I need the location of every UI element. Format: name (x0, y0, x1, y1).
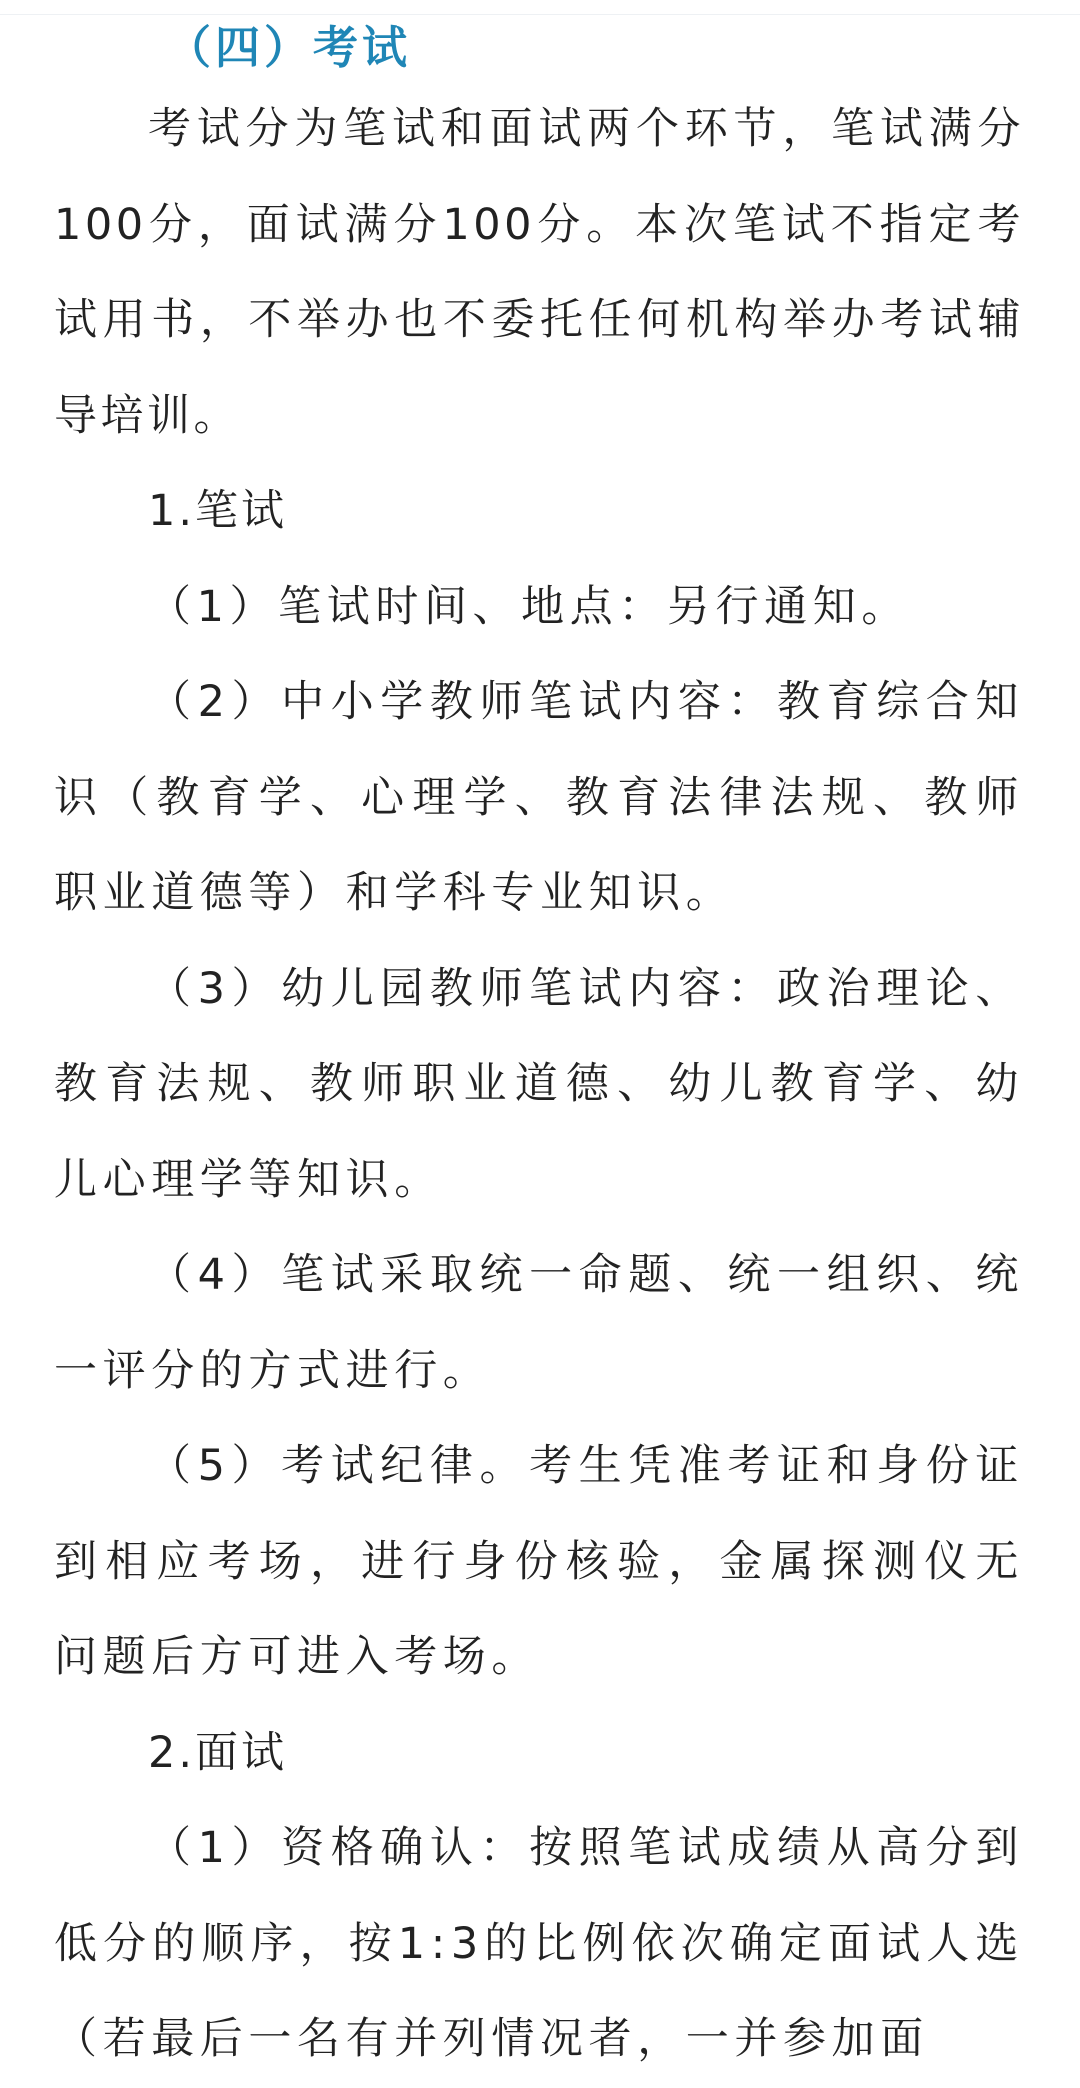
written-item-4: （4）笔试采取统一命题、统一组织、统一评分的方式进行。 (54, 1250, 1024, 1396)
written-item-2: （2）中小学教师笔试内容：教育综合知识（教育学、心理学、教育法律法规、教师职业道德等）和学科专业知识。 (54, 677, 1024, 918)
interview-item-1: （1）资格确认：按照笔试成绩从高分到低分的顺序，按1:3的比例依次确定面试人选（若最后一名有并列情况者，一并参加面 (54, 1823, 1024, 2064)
article-body (54, 14, 1024, 2088)
interview-heading: 2.面试 (148, 1727, 288, 1778)
written-item-1: （1）笔试时间、地点：另行通知。 (148, 581, 910, 632)
written-item-5: （5）考试纪律。考生凭准考证和身份证到相应考场，进行身份核验，金属探测仪无问题后方可进入考场。 (54, 1441, 1024, 1682)
intro-paragraph: 考试分为笔试和面试两个环节，笔试满分100分，面试满分100分。本次笔试不指定考试用书，不举办也不委托任何机构举办考试辅导培训。 (54, 104, 1024, 441)
written-item-3: （3）幼儿园教师笔试内容：政治理论、教育法规、教师职业道德、幼儿教育学、幼儿心理学等知识。 (54, 963, 1024, 1205)
section-title: （四）考试 (166, 21, 412, 74)
written-exam-heading: 1.笔试 (148, 486, 288, 536)
